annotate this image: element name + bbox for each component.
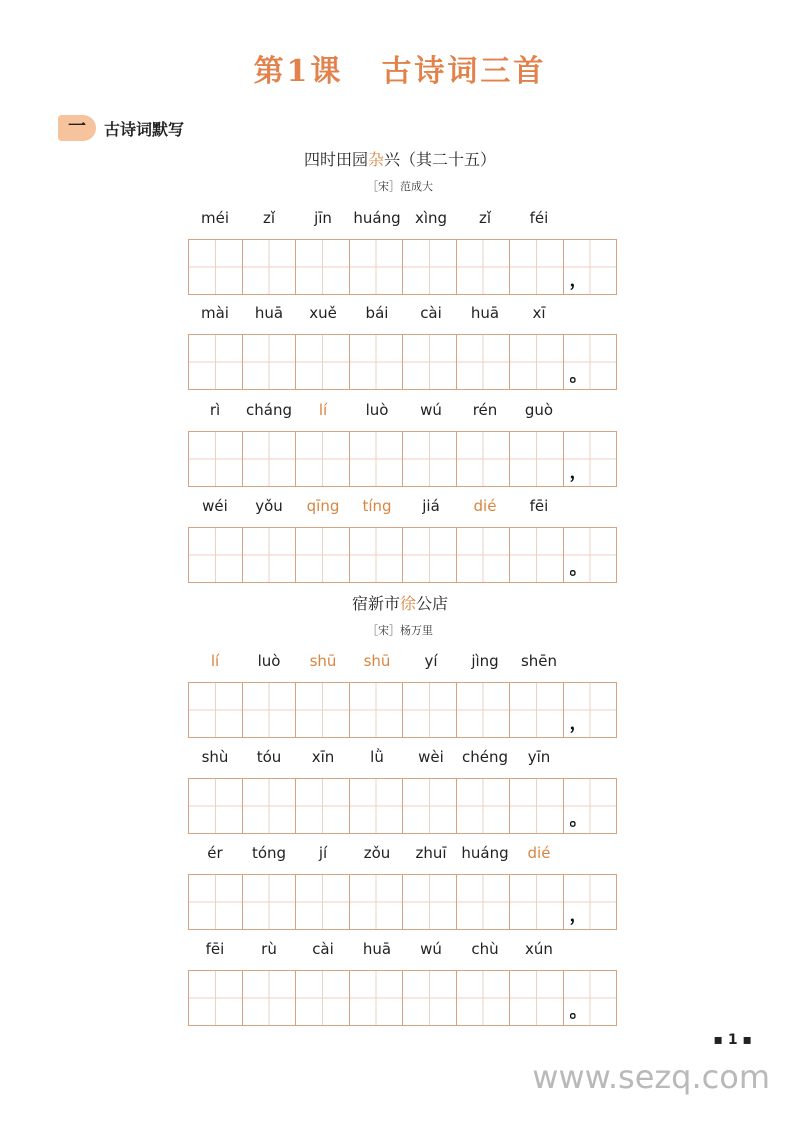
pinyin-syllable: luò [365, 401, 389, 419]
punctuation-mark: ， [569, 462, 588, 483]
poem-line [188, 495, 622, 583]
pinyin-row [188, 842, 622, 864]
poem-author: ［宋］范成大 [367, 180, 433, 193]
writing-cell[interactable] [350, 778, 404, 834]
writing-grid [188, 682, 622, 738]
pinyin-row [188, 650, 622, 672]
pinyin-syllable: zǐ [478, 209, 492, 227]
writing-cell[interactable] [296, 970, 350, 1026]
pinyin-row [188, 207, 622, 229]
pinyin-syllable: shū [363, 652, 391, 670]
poem-line [188, 842, 622, 930]
pinyin-syllable: xuě [309, 304, 337, 322]
writing-cell[interactable] [403, 431, 457, 487]
pinyin-syllable: dié [527, 844, 551, 862]
poem-author: ［宋］杨万里 [367, 624, 433, 637]
pinyin-syllable: féi [529, 209, 549, 227]
pinyin-syllable: xī [532, 304, 546, 322]
writing-cell[interactable] [350, 527, 404, 583]
pinyin-syllable: jí [318, 844, 328, 862]
highlighted-char: 徐 [399, 594, 416, 613]
writing-cell[interactable] [243, 334, 297, 390]
punctuation-mark: ， [569, 905, 588, 926]
pinyin-syllable: xīn [311, 748, 335, 766]
pinyin-syllable: xìng [414, 209, 448, 227]
pinyin-syllable: lí [318, 401, 328, 419]
writing-cell[interactable] [296, 239, 350, 295]
writing-cell[interactable] [510, 334, 564, 390]
writing-cell[interactable] [296, 334, 350, 390]
writing-cell[interactable] [350, 682, 404, 738]
punctuation-cell [564, 527, 618, 583]
writing-cell[interactable] [189, 431, 243, 487]
poem-title: 宿新市徐公店 [351, 594, 449, 613]
writing-grid [188, 431, 622, 487]
poem-title: 四时田园杂兴（其二十五） [303, 150, 497, 169]
pinyin-syllable: huā [362, 940, 392, 958]
writing-cell[interactable] [243, 874, 297, 930]
writing-cell[interactable] [457, 431, 511, 487]
page-number: ▪ 1 ▪ [713, 1032, 752, 1048]
writing-cell[interactable] [457, 527, 511, 583]
writing-cell[interactable] [510, 431, 564, 487]
pinyin-syllable: tóu [256, 748, 282, 766]
pinyin-syllable: lǜ [370, 748, 384, 766]
pinyin-syllable: huā [470, 304, 500, 322]
poem-line [188, 938, 622, 1026]
pinyin-syllable: shēn [520, 652, 558, 670]
writing-cell[interactable] [350, 431, 404, 487]
writing-cell[interactable] [403, 334, 457, 390]
poem-line [188, 399, 622, 487]
pinyin-syllable: huáng [461, 844, 509, 862]
pinyin-row [188, 938, 622, 960]
pinyin-syllable: dié [473, 497, 497, 515]
writing-grid [188, 778, 622, 834]
pinyin-syllable: zhuī [415, 844, 447, 862]
writing-cell[interactable] [510, 874, 564, 930]
watermark: www.sezq.com [532, 1058, 770, 1096]
writing-cell[interactable] [510, 239, 564, 295]
writing-cell[interactable] [403, 970, 457, 1026]
pinyin-syllable: shù [201, 748, 229, 766]
writing-grid [188, 334, 622, 390]
writing-cell[interactable] [403, 682, 457, 738]
pinyin-syllable: jiá [422, 497, 440, 515]
pinyin-syllable: luò [257, 652, 281, 670]
writing-cell[interactable] [457, 239, 511, 295]
writing-cell[interactable] [350, 334, 404, 390]
pinyin-syllable: bái [365, 304, 389, 322]
pinyin-syllable: shū [309, 652, 337, 670]
punctuation-cell [564, 682, 618, 738]
writing-cell[interactable] [243, 239, 297, 295]
poem-line [188, 650, 622, 738]
punctuation-mark: ， [569, 713, 588, 734]
pinyin-syllable: ér [207, 844, 223, 862]
pinyin-row [188, 399, 622, 421]
pinyin-row [188, 746, 622, 768]
writing-grid [188, 970, 622, 1026]
pinyin-syllable: cài [312, 940, 334, 958]
writing-cell[interactable] [457, 874, 511, 930]
pinyin-syllable: zǐ [262, 209, 276, 227]
writing-cell[interactable] [189, 682, 243, 738]
pinyin-syllable: cháng [246, 401, 292, 419]
writing-cell[interactable] [243, 970, 297, 1026]
writing-grid [188, 874, 622, 930]
writing-cell[interactable] [296, 682, 350, 738]
pinyin-syllable: wú [420, 401, 442, 419]
pinyin-syllable: mài [201, 304, 229, 322]
pinyin-syllable: fēi [205, 940, 225, 958]
pinyin-syllable: yīn [527, 748, 551, 766]
writing-cell[interactable] [510, 778, 564, 834]
pinyin-syllable: yí [424, 652, 438, 670]
poem-line [188, 746, 622, 834]
writing-cell[interactable] [457, 334, 511, 390]
writing-cell[interactable] [296, 778, 350, 834]
writing-cell[interactable] [243, 527, 297, 583]
writing-grid [188, 239, 622, 295]
writing-cell[interactable] [189, 970, 243, 1026]
writing-cell[interactable] [403, 778, 457, 834]
pinyin-syllable: wéi [202, 497, 228, 515]
punctuation-cell [564, 334, 618, 390]
section-label: 古诗词默写 [104, 119, 185, 139]
writing-cell[interactable] [457, 682, 511, 738]
writing-cell[interactable] [350, 970, 404, 1026]
writing-cell[interactable] [350, 239, 404, 295]
writing-cell[interactable] [510, 682, 564, 738]
writing-cell[interactable] [457, 778, 511, 834]
pinyin-syllable: jìng [471, 652, 499, 670]
writing-cell[interactable] [510, 527, 564, 583]
page-title [0, 46, 800, 90]
writing-cell[interactable] [350, 874, 404, 930]
pinyin-syllable: wú [420, 940, 442, 958]
writing-cell[interactable] [189, 874, 243, 930]
punctuation-cell [564, 239, 618, 295]
highlighted-char: 杂 [367, 150, 384, 169]
poem-line [188, 302, 622, 390]
writing-cell[interactable] [243, 682, 297, 738]
pinyin-syllable: huā [254, 304, 284, 322]
section-number-badge: 一 [58, 115, 96, 141]
pinyin-syllable: tóng [251, 844, 287, 862]
pinyin-syllable: fēi [529, 497, 549, 515]
punctuation-mark: ， [569, 270, 588, 291]
punctuation-cell [564, 431, 618, 487]
punctuation-cell [564, 970, 618, 1026]
punctuation-cell [564, 778, 618, 834]
writing-cell[interactable] [403, 527, 457, 583]
writing-cell[interactable] [457, 970, 511, 1026]
punctuation-mark: 。 [569, 809, 588, 830]
pinyin-syllable: rén [472, 401, 498, 419]
punctuation-mark: 。 [569, 1001, 588, 1022]
pinyin-syllable: wèi [418, 748, 444, 766]
writing-cell[interactable] [403, 239, 457, 295]
writing-cell[interactable] [189, 334, 243, 390]
punctuation-cell [564, 874, 618, 930]
lesson-title: 古诗词三首 [381, 54, 547, 89]
writing-cell[interactable] [189, 778, 243, 834]
pinyin-syllable: xún [525, 940, 553, 958]
writing-cell[interactable] [403, 874, 457, 930]
writing-cell[interactable] [189, 239, 243, 295]
pinyin-syllable: huáng [353, 209, 401, 227]
writing-cell[interactable] [243, 778, 297, 834]
punctuation-mark: 。 [569, 558, 588, 579]
writing-cell[interactable] [296, 431, 350, 487]
section-heading [58, 114, 184, 142]
pinyin-row [188, 495, 622, 517]
writing-grid [188, 527, 622, 583]
pinyin-syllable: rì [209, 401, 221, 419]
pinyin-syllable: qīng [306, 497, 340, 515]
writing-cell[interactable] [296, 527, 350, 583]
pinyin-syllable: cài [420, 304, 442, 322]
pinyin-syllable: zǒu [363, 844, 391, 862]
pinyin-syllable: yǒu [255, 497, 283, 515]
pinyin-syllable: lí [210, 652, 220, 670]
pinyin-syllable: guò [524, 401, 554, 419]
pinyin-syllable: méi [200, 209, 229, 227]
writing-cell[interactable] [296, 874, 350, 930]
pinyin-syllable: chéng [461, 748, 508, 766]
pinyin-syllable: jīn [314, 209, 332, 227]
pinyin-syllable: tíng [362, 497, 392, 515]
writing-cell[interactable] [243, 431, 297, 487]
writing-cell[interactable] [189, 527, 243, 583]
punctuation-mark: 。 [569, 365, 588, 386]
writing-cell[interactable] [510, 970, 564, 1026]
pinyin-syllable: chù [471, 940, 499, 958]
pinyin-row [188, 302, 622, 324]
lesson-number: 第1课 [253, 54, 344, 89]
pinyin-syllable: rù [261, 940, 277, 958]
poem-line [188, 207, 622, 295]
